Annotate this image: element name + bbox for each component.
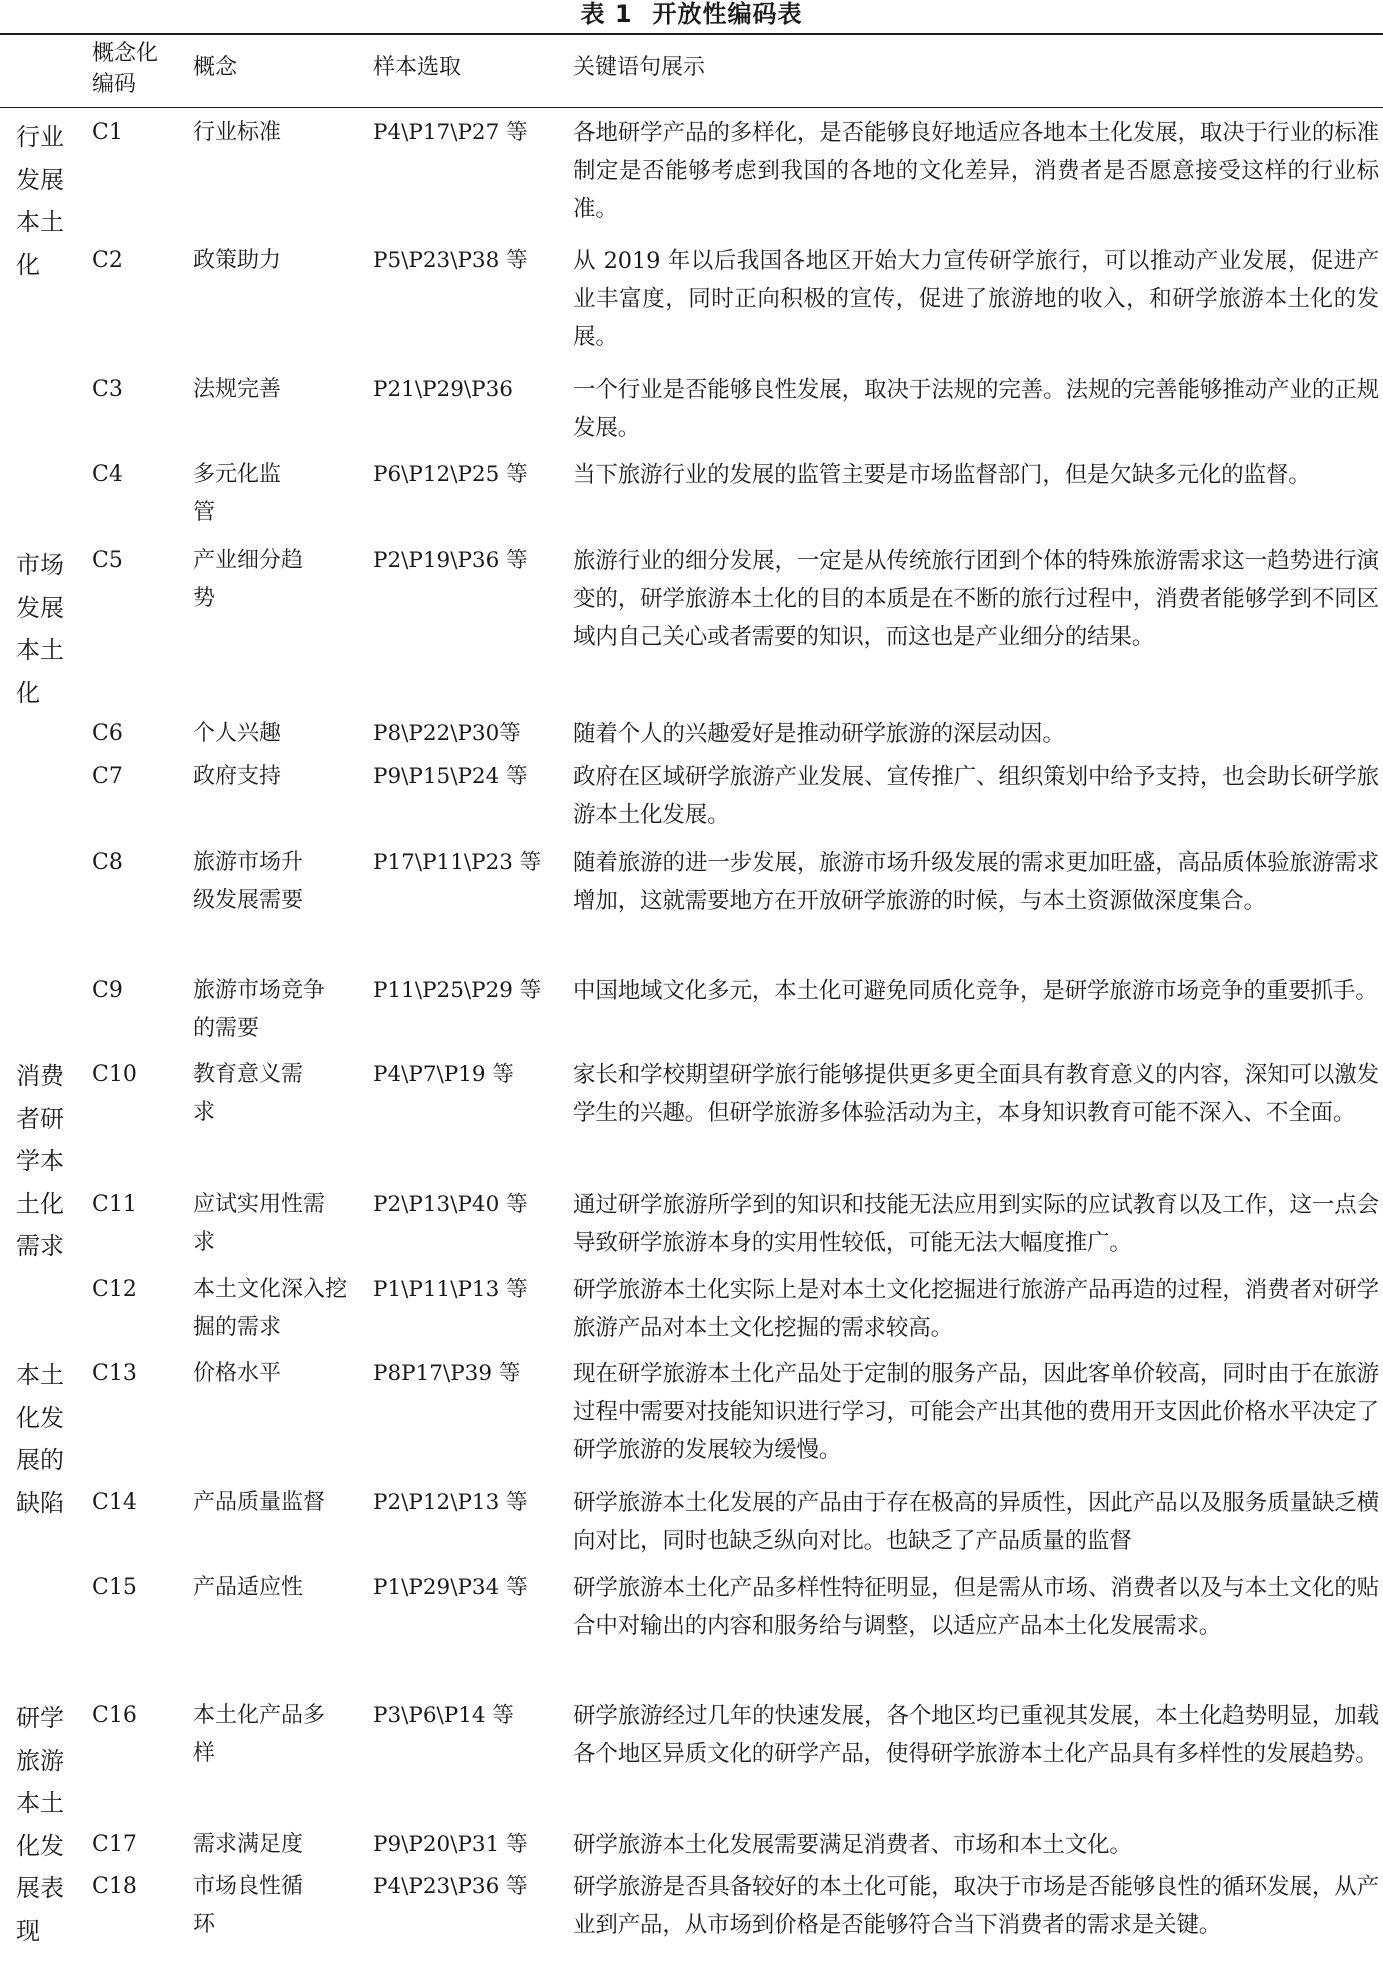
row-concept: 法规完善	[193, 377, 282, 402]
row-concept: 产业细分趋势	[193, 548, 304, 611]
row-concept: 产品适应性	[193, 1575, 304, 1600]
group-label: 研学旅游本土化发展表现	[16, 1704, 64, 1945]
group-label: 本土化发展的缺陷	[16, 1361, 64, 1517]
row-concept: 教育意义需求	[193, 1062, 304, 1125]
header-rule	[0, 107, 1383, 108]
row-code: C9	[92, 978, 123, 1003]
row-concept: 政策助力	[193, 248, 282, 273]
header-conceptual-code	[92, 38, 182, 100]
row-quote: 研学旅游本土化发展需要满足消费者、市场和本土文化。	[573, 1832, 1132, 1858]
row-sample: P8\P22\P30等	[373, 721, 521, 746]
row-quote: 家长和学校期望研学旅行能够提供更多更全面具有教育意义的内容，深知可以激发学生的兴趣。但研学旅游多体验活动为主，本身知识教育可能不深入、不全面。	[573, 1062, 1379, 1126]
row-sample: P21\P29\P36	[373, 377, 513, 402]
row-code: C13	[92, 1361, 137, 1386]
row-concept: 应试实用性需求	[193, 1192, 326, 1255]
row-sample: P1\P29\P34 等	[373, 1575, 528, 1600]
group-label: 消费者研学本土化需求	[16, 1062, 64, 1260]
header-sample: 样本选取	[373, 55, 462, 80]
row-quote: 各地研学产品的多样化，是否能够良好地适应各地本土化发展，取决于行业的标准制定是否能够考虑到我国的各地的文化差异，消费者是否愿意接受这样的行业标准。	[573, 120, 1379, 222]
row-code: C16	[92, 1703, 137, 1728]
row-code: C10	[92, 1062, 137, 1087]
row-concept: 市场良性循环	[193, 1874, 304, 1937]
row-concept: 本土文化深入挖掘的需求	[193, 1277, 348, 1340]
row-quote: 随着旅游的进一步发展，旅游市场升级发展的需求更加旺盛，高品质体验旅游需求增加，这就需要地方在开放研学旅游的时候，与本土资源做深度集合。	[573, 850, 1379, 914]
row-sample: P1\P11\P13 等	[373, 1277, 528, 1302]
row-code: C5	[92, 548, 123, 573]
row-sample: P17\P11\P23 等	[373, 850, 542, 875]
row-sample: P11\P25\P29 等	[373, 978, 542, 1003]
row-quote: 研学旅游本土化发展的产品由于存在极高的异质性，因此产品以及服务质量缺乏横向对比，同时也缺乏纵向对比。也缺乏了产品质量的监督	[573, 1490, 1379, 1554]
row-code: C15	[92, 1575, 137, 1600]
group-label: 市场发展本土化	[16, 551, 64, 707]
header-key-quote: 关键语句展示	[573, 55, 706, 80]
row-sample: P3\P6\P14 等	[373, 1703, 514, 1728]
header-conceptual-code-line1: 概念化	[92, 41, 159, 66]
row-concept: 多元化监管	[193, 462, 282, 525]
row-sample: P2\P19\P36 等	[373, 548, 528, 573]
row-code: C8	[92, 850, 123, 875]
row-sample: P9\P20\P31 等	[373, 1832, 528, 1857]
row-code: C2	[92, 248, 123, 273]
row-concept: 政府支持	[193, 764, 282, 789]
row-sample: P2\P12\P13 等	[373, 1490, 528, 1515]
row-sample: P5\P23\P38 等	[373, 248, 528, 273]
table-title	[0, 0, 1383, 30]
row-sample: P4\P23\P36 等	[373, 1874, 528, 1899]
row-code: C6	[92, 721, 123, 746]
top-rule	[0, 33, 1383, 35]
row-sample: P6\P12\P25 等	[373, 462, 528, 487]
row-quote: 研学旅游本土化产品多样性特征明显，但是需从市场、消费者以及与本土文化的贴合中对输出的内容和服务给与调整，以适应产品本土化发展需求。	[573, 1575, 1379, 1639]
row-code: C7	[92, 764, 123, 789]
row-concept: 价格水平	[193, 1361, 282, 1386]
row-quote: 旅游行业的细分发展，一定是从传统旅行团到个体的特殊旅游需求这一趋势进行演变的，研学旅游本土化的目的本质是在不断的旅行过程中，消费者能够学到不同区域内自己关心或者需要的知识，而这也是产业细分的结果。	[573, 548, 1379, 650]
row-concept: 需求满足度	[193, 1832, 304, 1857]
row-sample: P9\P15\P24 等	[373, 764, 528, 789]
group-label: 行业发展本土化	[16, 123, 64, 279]
row-code: C17	[92, 1832, 137, 1857]
row-quote: 当下旅游行业的发展的监管主要是市场监督部门，但是欠缺多元化的监督。	[573, 462, 1311, 488]
row-sample: P2\P13\P40 等	[373, 1192, 528, 1217]
row-quote: 从 2019 年以后我国各地区开始大力宣传研学旅行，可以推动产业发展，促进产业丰富度，同时正向积极的宣传，促进了旅游地的收入，和研学旅游本土化的发展。	[573, 248, 1379, 350]
row-quote: 政府在区域研学旅游产业发展、宣传推广、组织策划中给予支持，也会助长研学旅游本土化发展。	[573, 764, 1379, 828]
table-caption: 开放性编码表	[652, 0, 803, 28]
row-sample: P4\P7\P19 等	[373, 1062, 514, 1087]
row-sample: P8P17\P39 等	[373, 1361, 521, 1386]
row-code: C11	[92, 1192, 137, 1217]
row-concept: 本土化产品多样	[193, 1703, 326, 1766]
row-quote: 研学旅游是否具备较好的本土化可能，取决于市场是否能够良性的循环发展，从产业到产品，从市场到价格是否能够符合当下消费者的需求是关键。	[573, 1874, 1379, 1938]
row-code: C4	[92, 462, 123, 487]
row-sample: P4\P17\P27 等	[373, 120, 528, 145]
row-concept: 个人兴趣	[193, 721, 282, 746]
row-quote: 中国地域文化多元，本土化可避免同质化竞争，是研学旅游市场竞争的重要抓手。	[573, 978, 1378, 1004]
row-quote: 现在研学旅游本土化产品处于定制的服务产品，因此客单价较高，同时由于在旅游过程中需要对技能知识进行学习，可能会产出其他的费用开支因此价格水平决定了研学旅游的发展较为缓慢。	[573, 1361, 1379, 1463]
row-quote: 一个行业是否能够良性发展，取决于法规的完善。法规的完善能够推动产业的正规发展。	[573, 377, 1379, 441]
row-code: C14	[92, 1490, 137, 1515]
row-concept: 行业标准	[193, 120, 282, 145]
table-number: 表 1	[580, 0, 633, 28]
row-code: C18	[92, 1874, 137, 1899]
row-concept: 产品质量监督	[193, 1490, 326, 1515]
row-quote: 研学旅游本土化实际上是对本土文化挖掘进行旅游产品再造的过程，消费者对研学旅游产品对本土文化挖掘的需求较高。	[573, 1277, 1379, 1341]
row-code: C1	[92, 120, 123, 145]
row-code: C3	[92, 377, 123, 402]
row-quote: 研学旅游经过几年的快速发展，各个地区均已重视其发展，本土化趋势明显，加载各个地区异质文化的研学产品，使得研学旅游本土化产品具有多样性的发展趋势。	[573, 1703, 1379, 1767]
header-conceptual-code-line2: 编码	[92, 72, 137, 97]
row-quote: 随着个人的兴趣爱好是推动研学旅游的深层动因。	[573, 721, 1065, 747]
row-concept: 旅游市场升级发展需要	[193, 850, 304, 913]
row-code: C12	[92, 1277, 137, 1302]
header-concept: 概念	[193, 55, 238, 80]
row-concept: 旅游市场竞争的需要	[193, 978, 326, 1041]
row-quote: 通过研学旅游所学到的知识和技能无法应用到实际的应试教育以及工作，这一点会导致研学旅游本身的实用性较低，可能无法大幅度推广。	[573, 1192, 1379, 1256]
